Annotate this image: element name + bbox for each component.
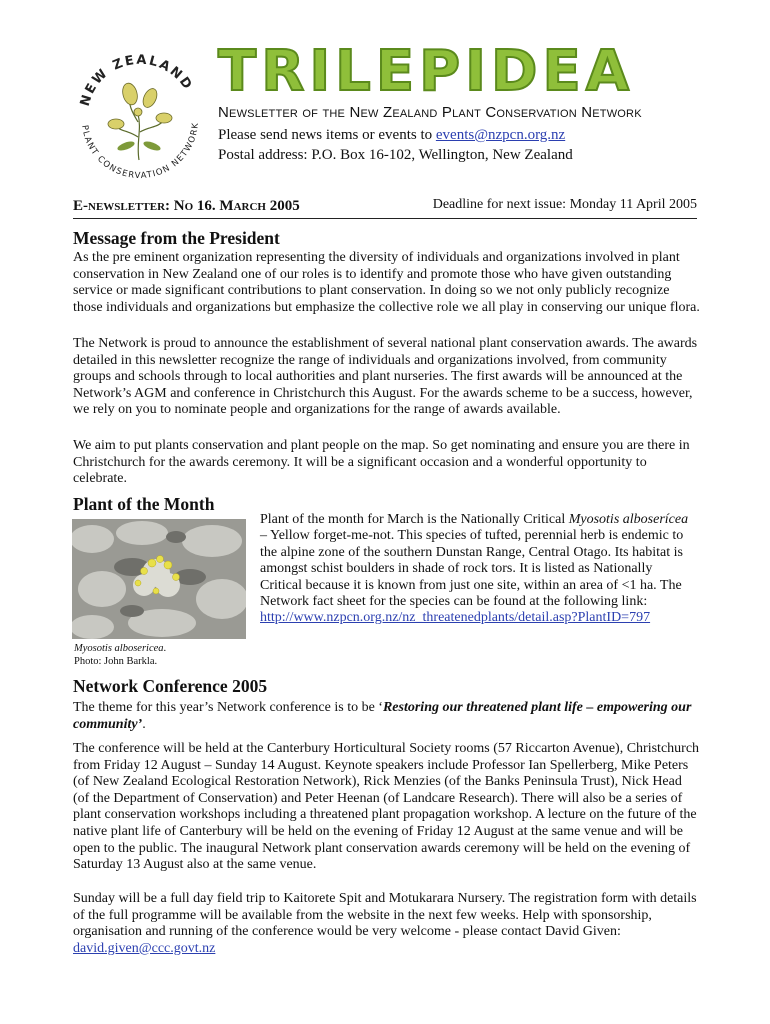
conference-theme bbox=[73, 700, 701, 733]
plant-of-month-text bbox=[260, 512, 696, 627]
caption-credit: Photo: John Barkla. bbox=[74, 656, 158, 667]
pom-body: – Yellow forget-me-not. This species of tufted, perennial herb is endemic to the alpine zone of the southern Dunstan Range, Central Otago. Its habitat is amongst schist boulders in shade of rock tors. It is listed as Nationally Critical because it is known from just one site, within an area of <1 ha. The Network fact sheet for the species can be found at the following link: bbox=[260, 528, 684, 610]
caption-species: Myosotis albosericea bbox=[74, 643, 164, 654]
newsletter-subtitle bbox=[218, 104, 642, 121]
events-email-link[interactable]: events@nzpcn.org.nz bbox=[435, 127, 566, 143]
theme-title: Restoring our threatened plant life – empowering our community’ bbox=[73, 700, 692, 732]
pom-intro: Plant of the month for March is the Nationally Critical bbox=[260, 512, 569, 527]
postal-address: Postal address: P.O. Box 16-102, Wellington, New Zealand bbox=[218, 147, 573, 163]
myosotis-photo bbox=[72, 519, 246, 639]
issue-label bbox=[73, 198, 300, 215]
send-news-line bbox=[218, 127, 565, 144]
conference-details: The conference will be held at the Canterbury Horticultural Society rooms (57 Riccarton Avenue), Christchurch from Friday 12 August – Sunday 14 August. Keynote speakers include Professor Ian Spellerberg, Mike Peters (of New Zealand Ecological Restoration Network), Rick Menzies (of the Banks Peninsula Trust), Nick Head (of the Department of Conservation) and Peter Heenan (of Landcare Research). There will also be a series of plant conservation workshops including a threatened plant propagation workshop. A lecture on the future of the native plant life of Canterbury will be held on the evening of Friday 12 August at the same venue and will be open to the public. The inaugural Network plant conservation awards ceremony will be held on the evening of Saturday 13 August also at the same venue. bbox=[73, 741, 700, 873]
svg-text:NEW ZEALAND: NEW ZEALAND bbox=[77, 52, 196, 109]
issue-label-text: E-newsletter: No 16. March 2005 bbox=[73, 198, 300, 214]
fact-sheet-link[interactable]: http://www.nzpcn.org.nz/nz_threatenedplants/detail.asp?PlantID=797 bbox=[260, 610, 651, 626]
conference-heading: Network Conference 2005 bbox=[73, 676, 268, 696]
president-paragraph-3: We aim to put plants conservation and plant people on the map. So get nominating and ensure you are there in Christchurch for the awards ceremony. It will be a significant occasion and a wonderful opportunity to celebrate. bbox=[73, 438, 690, 487]
fieldtrip-text: Sunday will be a full day field trip to Kaitorete Spit and Motukarara Nursery. The registration form with details of the full programme will be available from the website in the next few weeks. Help with sponsorship, organisation and running of the conference would be very welcome - please contact David Given: bbox=[73, 891, 697, 940]
masthead-title: TRILEPIDEA bbox=[218, 39, 635, 104]
masthead bbox=[218, 39, 678, 104]
theme-suffix: . bbox=[142, 716, 146, 732]
subtitle-text: Newsletter of the New Zealand Plant Conservation Network bbox=[218, 104, 642, 121]
plant-of-month-heading: Plant of the Month bbox=[73, 494, 215, 514]
david-given-email-link[interactable]: david.given@ccc.govt.nz bbox=[73, 940, 216, 956]
pom-species: Myosotis alboserícea bbox=[568, 512, 689, 527]
deadline-text: Deadline for next issue: Monday 11 April 2005 bbox=[432, 197, 697, 212]
photo-caption: Myosotis albosericea. Photo: John Barkla. bbox=[74, 643, 167, 667]
svg-text:PLANT CONSERVATION NETWORK: PLANT CONSERVATION NETWORK bbox=[79, 121, 202, 182]
conference-fieldtrip bbox=[73, 891, 701, 957]
president-paragraph-2: The Network is proud to announce the establishment of several national plant conservation awards. The awards detailed in this newsletter recognize the range of individuals and organizations involved, from community groups and schools through to local authorities and plant nurseries. The first awards will be announced at the Network’s AGM and conference in Christchurch this August. For the awards scheme to be a success, however, we rely on you to nominate people and organizations for the range of awards available. bbox=[73, 336, 698, 418]
president-paragraph-1: As the pre eminent organization representing the diversity of individuals and organizations involved in plant conservation in New Zealand one of our roles is to identify and promote those who have given outstanding service or made significant contributions to plant conservation. In doing so we not only publicly recognize those individuals and organizations but emphasize the collective role we all play in conserving our unique flora. bbox=[73, 250, 700, 315]
header-divider bbox=[73, 218, 697, 219]
theme-prefix: The theme for this year’s Network conference is to be ‘ bbox=[73, 700, 383, 715]
nzpcn-logo bbox=[66, 42, 212, 188]
send-prefix: Please send news items or events to bbox=[218, 127, 436, 143]
president-heading: Message from the President bbox=[73, 228, 280, 248]
